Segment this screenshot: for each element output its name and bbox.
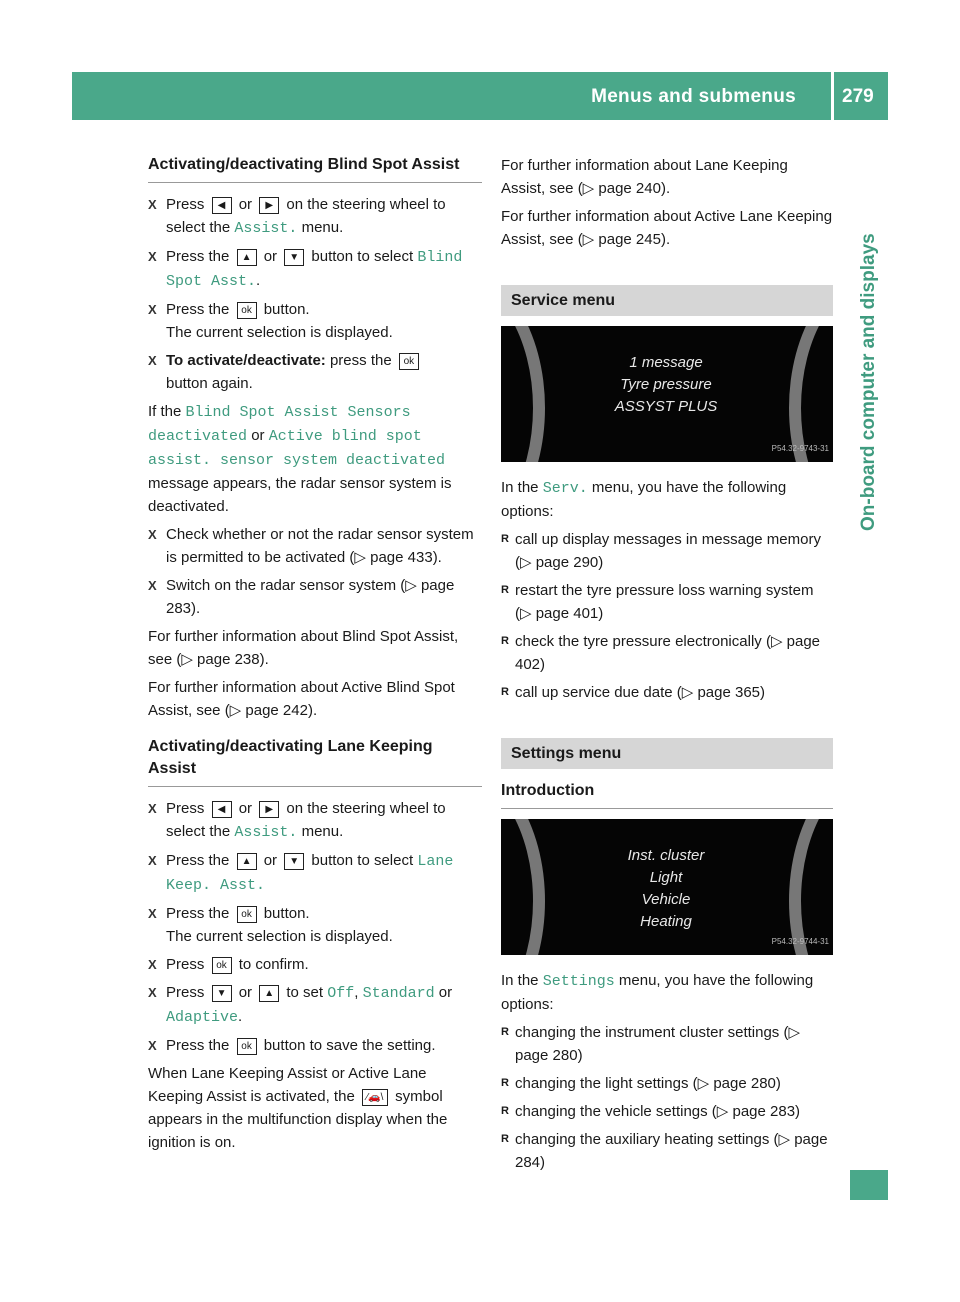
section-heading-blind-spot: Activating/deactivating Blind Spot Assist: [148, 154, 482, 183]
left-column: [148, 154, 482, 1159]
display-line: Inst. cluster: [627, 847, 705, 864]
up-arrow-icon: ▲: [259, 985, 279, 1002]
display-line: Vehicle: [641, 891, 691, 908]
down-arrow-icon: ▼: [284, 853, 304, 870]
left-dial: [501, 326, 545, 462]
ok-button-icon: ok: [212, 957, 232, 974]
paragraph: If the Blind Spot Assist Sensors deactivated or Active blind spot assist. sensor system deactivated message appears, the radar sensor system is deactivated.: [148, 403, 452, 515]
list-item: R changing the auxiliary heating settings (▷ page 284): [501, 1128, 833, 1174]
ok-button-icon: ok: [237, 302, 257, 319]
ok-button-icon: ok: [237, 906, 257, 923]
list-item: R check the tyre pressure electronically (▷ page 402): [501, 630, 833, 676]
step: X Check whether or not the radar sensor system is permitted to be activated (▷ page 433).: [148, 523, 482, 569]
header-separator: [831, 72, 834, 120]
left-dial: [501, 819, 545, 955]
image-code: P54.32-9743-31: [771, 444, 829, 453]
list-item: R changing the instrument cluster settings (▷ page 280): [501, 1021, 833, 1067]
right-arrow-icon: ▶: [259, 197, 279, 214]
list-item: R changing the vehicle settings (▷ page 283): [501, 1100, 833, 1123]
step: X Press ◀ or ▶ on the steering wheel to select the Assist. menu.: [148, 797, 482, 844]
image-code: P54.32-9744-31: [771, 937, 829, 946]
list-item: R changing the light settings (▷ page 280): [501, 1072, 833, 1095]
paragraph: For further information about Active Lane Keeping Assist, see (▷ page 245).: [501, 208, 833, 248]
list-item: R call up service due date (▷ page 365): [501, 681, 833, 704]
paragraph: When Lane Keeping Assist or Active Lane Keeping Assist is activated, the ⁄🚗\ symbol appears in the multifunction display when the ignition is on.: [148, 1065, 448, 1151]
step: X Press the ▲ or ▼ button to select Blind Spot Asst..: [148, 245, 482, 293]
display-line: ASSYST PLUS: [614, 398, 718, 415]
page-number: 279: [842, 86, 874, 107]
paragraph: For further information about Blind Spot Assist, see (▷ page 238).: [148, 628, 459, 668]
step: X Switch on the radar sensor system (▷ page 283).: [148, 574, 482, 620]
lane-keeping-icon: ⁄🚗\: [362, 1089, 388, 1106]
down-arrow-icon: ▼: [212, 985, 232, 1002]
step: X Press the ok button. The current selection is displayed.: [148, 902, 482, 948]
up-arrow-icon: ▲: [237, 249, 257, 266]
step: X Press the ok button to save the setting.: [148, 1034, 482, 1057]
section-heading-lane-keeping: Activating/deactivating Lane Keeping Assist: [148, 736, 482, 787]
paragraph: For further information about Active Blind Spot Assist, see (▷ page 242).: [148, 679, 455, 719]
list-item: R restart the tyre pressure loss warning system (▷ page 401): [501, 579, 833, 625]
side-tab-label: On-board computer and displays: [858, 233, 879, 531]
subsection-heading-introduction: Introduction: [501, 779, 833, 809]
paragraph: For further information about Lane Keeping Assist, see (▷ page 240).: [501, 157, 788, 197]
left-arrow-icon: ◀: [212, 197, 232, 214]
section-heading-service: Service menu: [501, 285, 833, 316]
step: X Press ◀ or ▶ on the steering wheel to select the Assist. menu.: [148, 193, 482, 240]
right-column: [501, 154, 833, 1179]
side-tab-block: [850, 1170, 888, 1200]
section-heading-settings: Settings menu: [501, 738, 833, 769]
display-line: Tyre pressure: [620, 376, 712, 393]
service-menu-screenshot: [501, 326, 833, 462]
ok-button-icon: ok: [237, 1038, 257, 1055]
paragraph: In the Settings menu, you have the following options:: [501, 972, 814, 1013]
paragraph: In the Serv. menu, you have the following options:: [501, 479, 787, 520]
list-item: R call up display messages in message memory (▷ page 290): [501, 528, 833, 574]
right-arrow-icon: ▶: [259, 801, 279, 818]
down-arrow-icon: ▼: [284, 249, 304, 266]
step: X Press ▼ or ▲ to set Off, Standard or Adaptive.: [148, 981, 482, 1029]
step: X To activate/deactivate: press the ok button again.: [148, 349, 482, 395]
header-title: Menus and submenus: [591, 86, 796, 107]
display-line: Light: [649, 869, 683, 886]
settings-menu-screenshot: [501, 819, 833, 955]
left-arrow-icon: ◀: [212, 801, 232, 818]
up-arrow-icon: ▲: [237, 853, 257, 870]
display-line: 1 message: [629, 354, 703, 371]
step: X Press the ok button. The current selection is displayed.: [148, 298, 482, 344]
step: X Press the ▲ or ▼ button to select Lane Keep. Asst.: [148, 849, 482, 897]
header-bar: [72, 72, 888, 120]
display-line: Heating: [640, 913, 692, 930]
step: X Press ok to confirm.: [148, 953, 482, 976]
ok-button-icon: ok: [399, 353, 419, 370]
